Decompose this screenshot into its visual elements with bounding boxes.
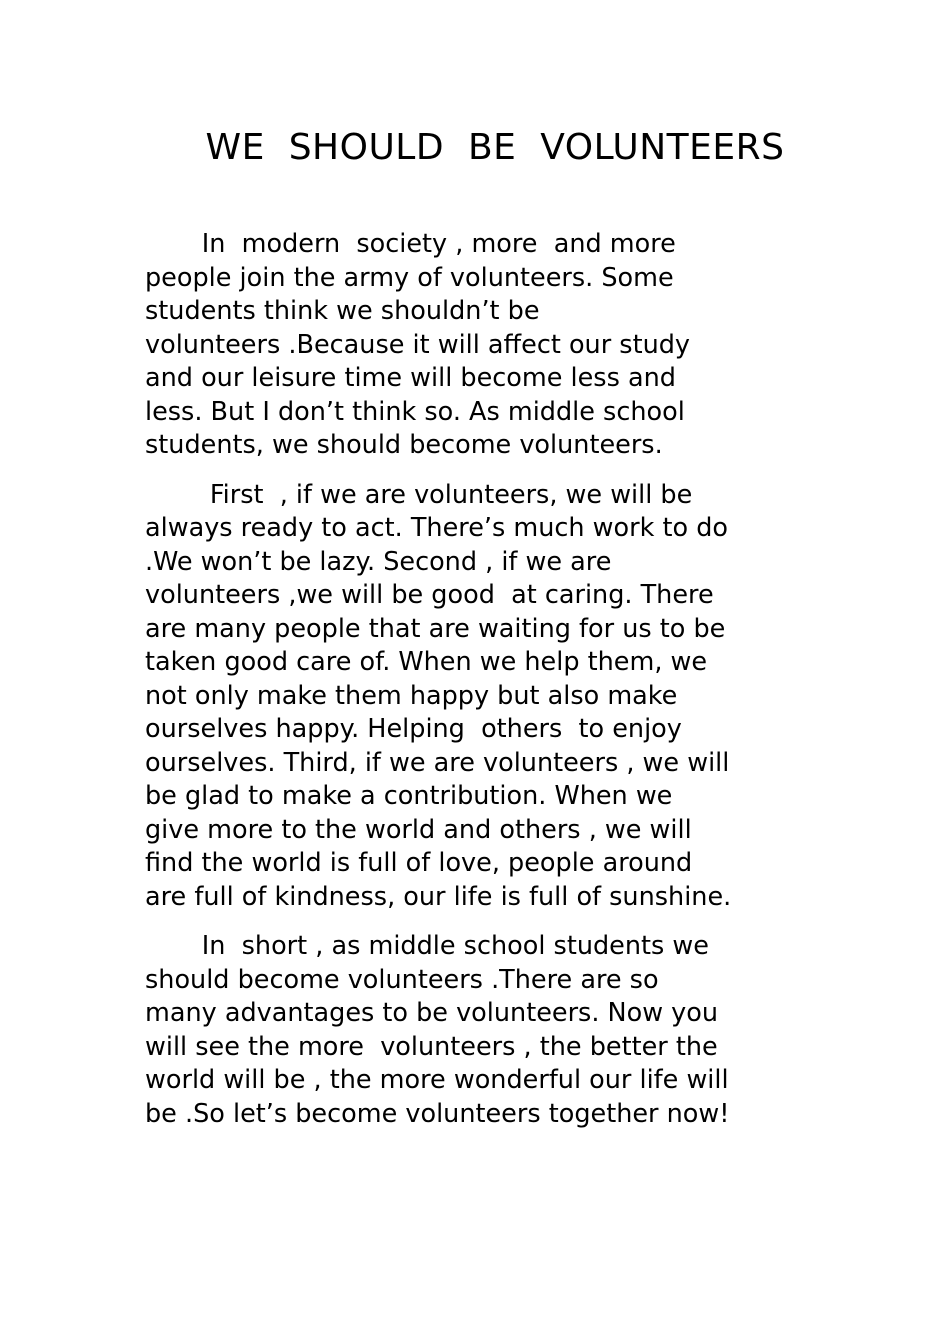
text-line: First , if we are volunteers, we will be xyxy=(145,479,693,510)
text-line: less. But I don’t think so. As middle school xyxy=(145,396,685,427)
paragraph-body xyxy=(145,479,845,915)
text-line: should become volunteers .There are so xyxy=(145,964,659,995)
text-line: world will be , the more wonderful our life will xyxy=(145,1065,729,1095)
text-line: are full of kindness, our life is full of sunshine. xyxy=(145,881,732,912)
text-line: In short , as middle school students we xyxy=(145,931,709,961)
text-line: students think we shouldn’t be xyxy=(145,296,540,326)
text-line: many advantages to be volunteers. Now you xyxy=(145,998,719,1028)
document-body xyxy=(145,228,845,1147)
text-line: students, we should become volunteers. xyxy=(145,430,663,460)
text-line: In modern society , more and more xyxy=(145,229,676,259)
text-line: people join the army of volunteers. Some xyxy=(145,262,674,293)
text-line: will see the more volunteers , the better the xyxy=(145,1031,718,1062)
text-line: taken good care of. When we help them, we xyxy=(145,647,708,677)
paragraph-intro xyxy=(145,228,845,463)
text-line: ourselves happy. Helping others to enjoy xyxy=(145,714,682,744)
text-line: find the world is full of love, people around xyxy=(145,848,693,878)
text-line: give more to the world and others , we will xyxy=(145,814,692,845)
text-line: are many people that are waiting for us to be xyxy=(145,613,726,644)
paragraph-conclusion xyxy=(145,930,845,1131)
text-line: volunteers .Because it will affect our study xyxy=(145,329,691,360)
text-line: be glad to make a contribution. When we xyxy=(145,781,673,811)
document-title: WE SHOULD BE VOLUNTEERS xyxy=(205,127,785,168)
text-line: be .So let’s become volunteers together now! xyxy=(145,1098,730,1129)
text-line: always ready to act. There’s much work to do xyxy=(145,513,728,543)
text-line: and our leisure time will become less and xyxy=(145,363,676,393)
text-line: ourselves. Third, if we are volunteers , we will xyxy=(145,747,730,778)
text-line: .We won’t be lazy. Second , if we are xyxy=(145,546,612,577)
text-line: volunteers ,we will be good at caring. There xyxy=(145,580,714,610)
text-line: not only make them happy but also make xyxy=(145,680,678,711)
